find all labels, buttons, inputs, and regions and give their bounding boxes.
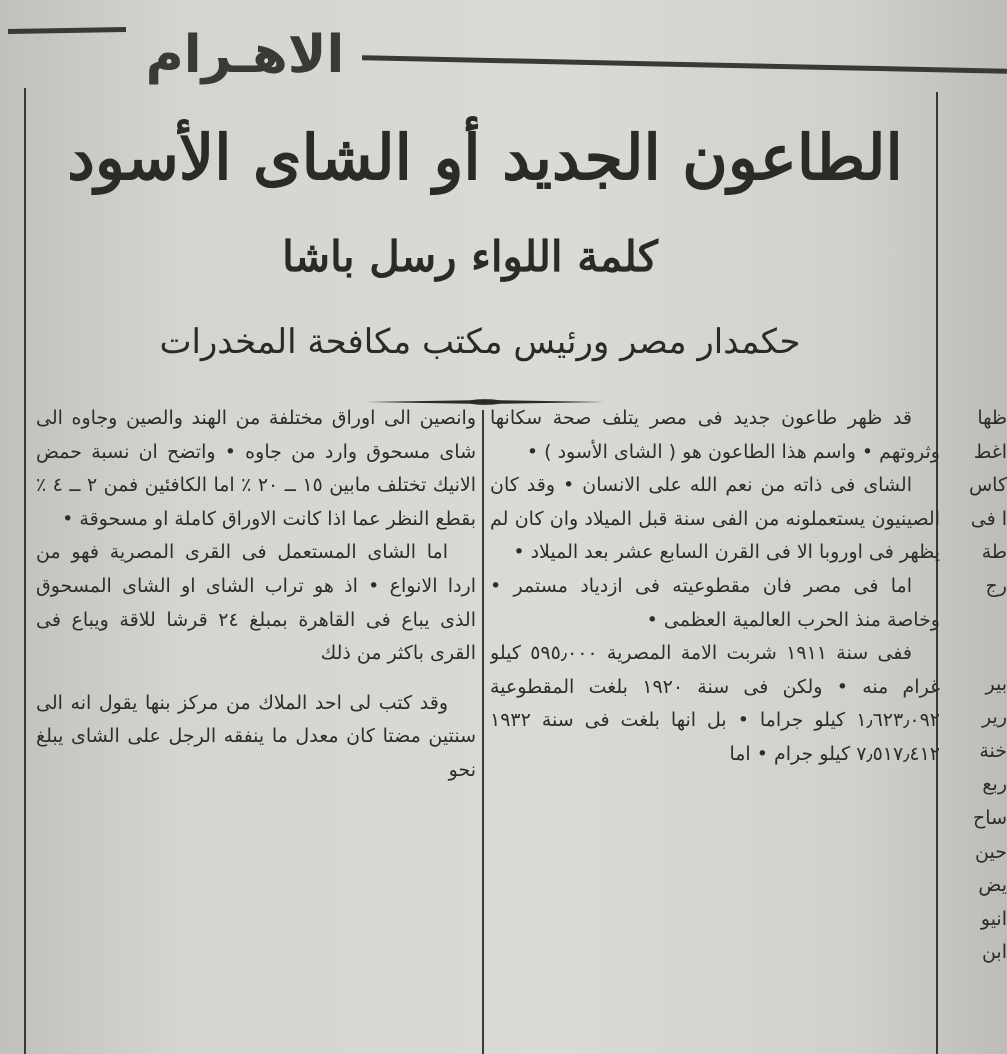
text-fragment: انيو <box>980 907 1007 930</box>
text-fragment: اغط <box>973 440 1007 463</box>
adjacent-column-fragment <box>955 402 1007 1054</box>
text-fragment: ساح <box>973 806 1007 829</box>
text-fragment: طة <box>981 541 1007 564</box>
article-column-left <box>36 402 476 1054</box>
paragraph: وانصين الى اوراق مختلفة من الهند والصين وجاوه الى شاى مسحوق وارد من جاوه • واتضح ان نسبة حمض الانيك تختلف مابين ١٥ ــ ٢٠ ٪ اما الكافئين فمن ٢ ــ ٤ ٪ بقطع النظر عما اذا كانت الاوراق كاملة او مسحوقة • <box>36 407 476 530</box>
text-fragment: ا فى <box>970 507 1007 530</box>
paragraph: قد ظهر طاعون جديد فى مصر يتلف صحة سكانها وثروتهم • واسم هذا الطاعون هو ( الشاى الأسود ) • <box>490 407 940 463</box>
text-fragment: ابن <box>981 941 1007 964</box>
paragraph: اما فى مصر فان مقطوعيته فى ازدياد مستمر • وخاصة منذ الحرب العالمية العظمى • <box>490 574 940 631</box>
text-fragment: ربع <box>982 773 1007 796</box>
masthead-rule-left <box>8 27 126 34</box>
paragraph: الشاى فى ذاته من نعم الله على الانسان • وقد كان الصينيون يستعملونه من الفى سنة قبل الميلاد وان كان لم يظهر فى اوروبا الا فى القرن السابع عشر بعد الميلاد • <box>490 474 940 564</box>
paragraph: اما الشاى المستعمل فى القرى المصرية فهو من اردا الانواع • اذ هو تراب الشاى او الشاى المسحوق الذى يباع فى القاهرة بمبلغ ٢٤ قرشا للاقة ويباع فى القرى باكثر من ذلك <box>36 541 476 665</box>
text-fragment: خنة <box>979 739 1007 762</box>
text-fragment: بير <box>985 672 1007 695</box>
headline: الطاعون الجديد أو الشاى الأسود <box>67 121 903 194</box>
subheadline: كلمة اللواء رسل باشا <box>282 232 658 281</box>
text-fragment: رج <box>985 574 1007 597</box>
text-fragment: كاس <box>968 474 1007 497</box>
paragraph: وقد كتب لى احد الملاك من مركز بنها يقول انه الى سنتين مضتا كان معدل ما ينفقه الرجل على الشاى يبلغ نحو <box>36 691 476 781</box>
byline: حكمدار مصر ورئيس مكتب مكافحة المخدرات <box>159 322 801 362</box>
article-column-right <box>490 402 940 1054</box>
text-fragment: حين <box>975 840 1007 863</box>
masthead-rule-right <box>362 55 1007 74</box>
spacer <box>955 604 1007 668</box>
frame-left-rule <box>24 88 26 1054</box>
text-fragment: يض <box>978 874 1007 897</box>
paragraph: ففى سنة ١٩١١ شربت الامة المصرية ٥٩٥٫٠٠٠ كيلو غرام منه • ولكن فى سنة ١٩٢٠ بلغت المقطوعية ١٫٦٢٣٫٠٩٢ كيلو جراما • بل انها بلغت فى سنة ١٩٣٢ ٧٫٥١٧٫٤١٢ كيلو جرام • اما <box>490 642 940 765</box>
text-fragment: ظها <box>977 407 1007 429</box>
text-fragment: رير <box>982 706 1007 729</box>
column-divider-rule <box>482 410 484 1054</box>
masthead: الاهـرام <box>145 25 345 85</box>
